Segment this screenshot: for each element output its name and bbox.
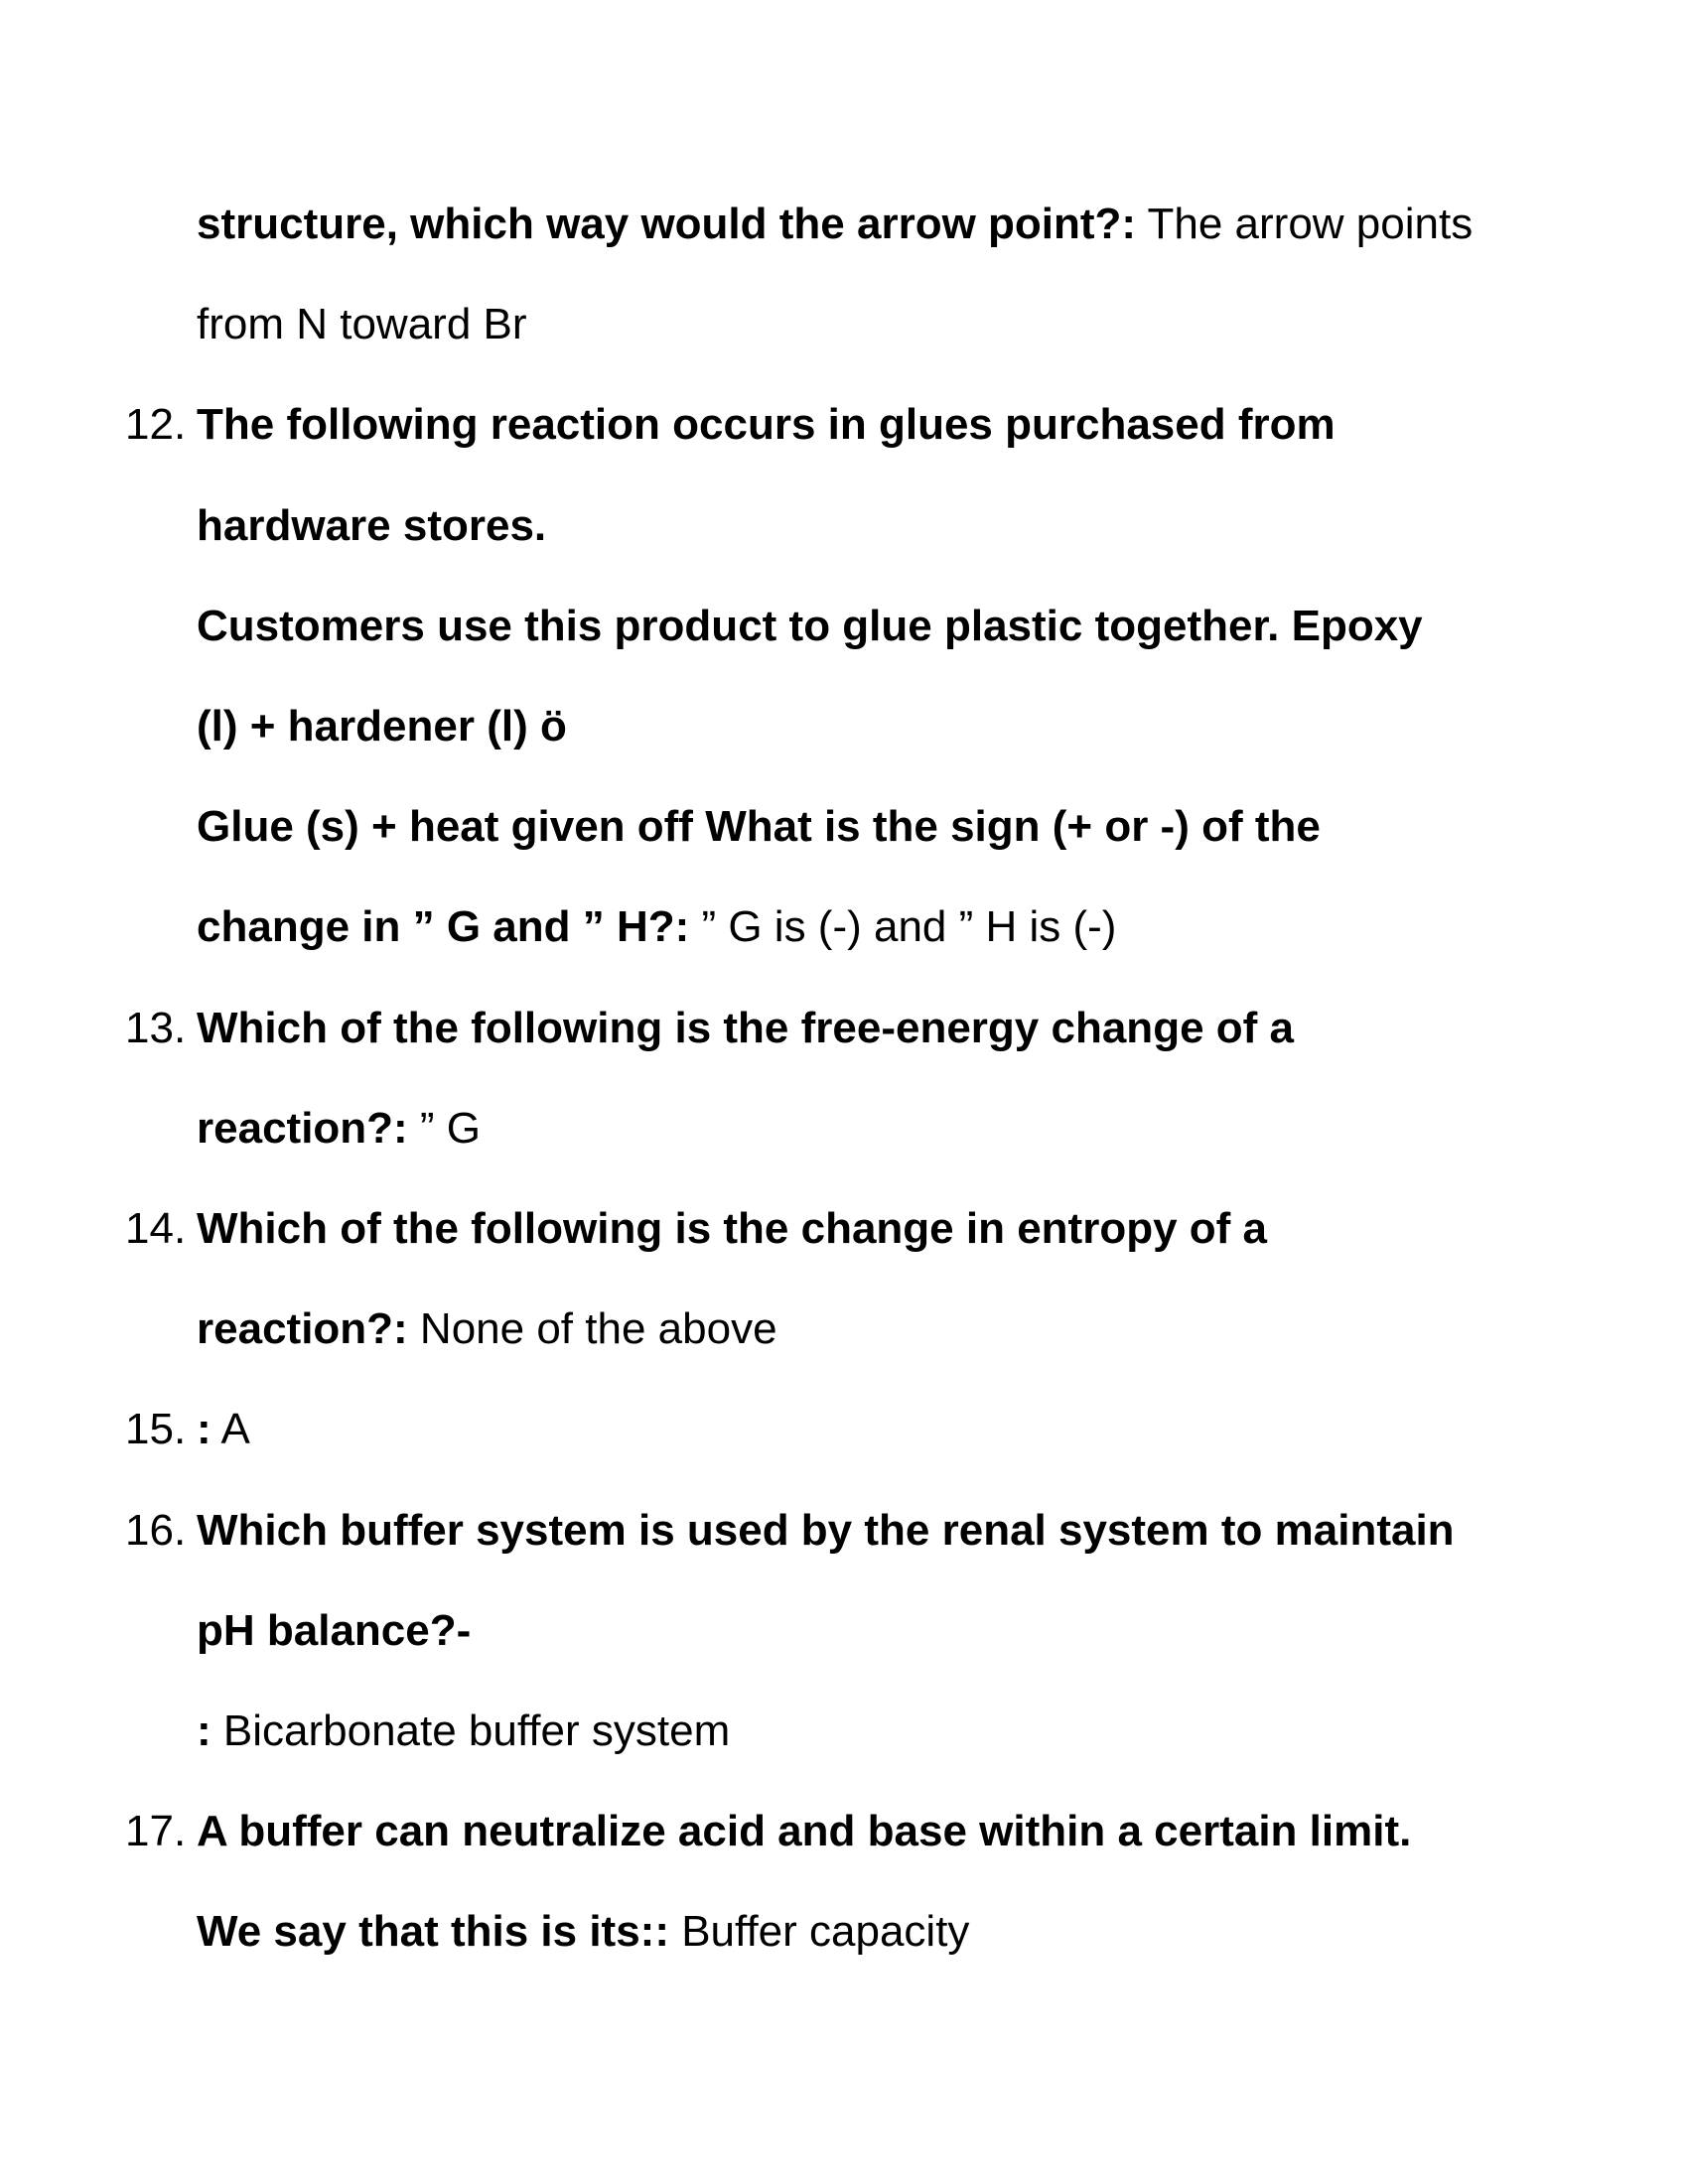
question-text: (l) + hardener (l) ö <box>197 702 567 751</box>
item-number-16: 16. <box>125 1506 187 1555</box>
item-number-12: 12. <box>125 400 187 449</box>
item-number-17: 17. <box>125 1807 187 1855</box>
answer-text: Buffer capacity <box>668 1907 970 1956</box>
text-line <box>197 1099 1517 1159</box>
text-line <box>197 496 1517 556</box>
question-text: The following reaction occurs in glues purchased from <box>197 400 1336 449</box>
text-line <box>197 295 1517 354</box>
question-text: A buffer can neutralize acid and base within a certain limit. <box>197 1807 1412 1855</box>
question-text: Customers use this product to glue plastic together. Epoxy <box>197 602 1423 650</box>
question-text: change in ” G and ” H?: <box>197 902 690 951</box>
text-line <box>197 697 1517 756</box>
text-line <box>197 1199 1517 1259</box>
answer-text: A <box>211 1405 250 1453</box>
question-text: : <box>197 1405 211 1453</box>
question-text: Which buffer system is used by the renal system to maintain <box>197 1506 1455 1555</box>
item-number-14: 14. <box>125 1204 187 1253</box>
text-line <box>197 797 1517 857</box>
text-line <box>197 195 1517 254</box>
text-line <box>197 1400 1517 1459</box>
text-line <box>197 1501 1517 1561</box>
answer-text: Bicarbonate buffer system <box>211 1706 731 1755</box>
text-line <box>197 597 1517 656</box>
answer-text: from N toward Br <box>197 300 527 348</box>
text-line <box>197 897 1517 957</box>
text-line <box>197 395 1517 455</box>
answer-text: ” G is (-) and ” H is (-) <box>689 902 1117 951</box>
text-line <box>197 1702 1517 1761</box>
question-text: : <box>197 1706 211 1755</box>
question-text: pH balance?- <box>197 1606 472 1655</box>
question-text: Which of the following is the change in entropy of a <box>197 1204 1267 1253</box>
item-number-15: 15. <box>125 1405 187 1453</box>
answer-text: None of the above <box>407 1304 777 1353</box>
text-line <box>197 1902 1517 1962</box>
question-text: We say that this is its:: <box>197 1907 669 1956</box>
question-text: structure, which way would the arrow point?: <box>197 200 1137 248</box>
text-line <box>197 1601 1517 1661</box>
item-number-13: 13. <box>125 1004 187 1052</box>
answer-text: ” G <box>407 1104 482 1153</box>
question-text: hardware stores. <box>197 501 547 550</box>
text-line <box>197 999 1517 1058</box>
question-text: Which of the following is the free-energy change of a <box>197 1004 1294 1052</box>
text-line <box>197 1299 1517 1359</box>
question-text: reaction?: <box>197 1104 408 1153</box>
question-text: reaction?: <box>197 1304 408 1353</box>
answer-text: The arrow points <box>1136 200 1474 248</box>
text-line <box>197 1802 1517 1861</box>
question-text: Glue (s) + heat given off What is the sign (+ or -) of the <box>197 802 1321 851</box>
